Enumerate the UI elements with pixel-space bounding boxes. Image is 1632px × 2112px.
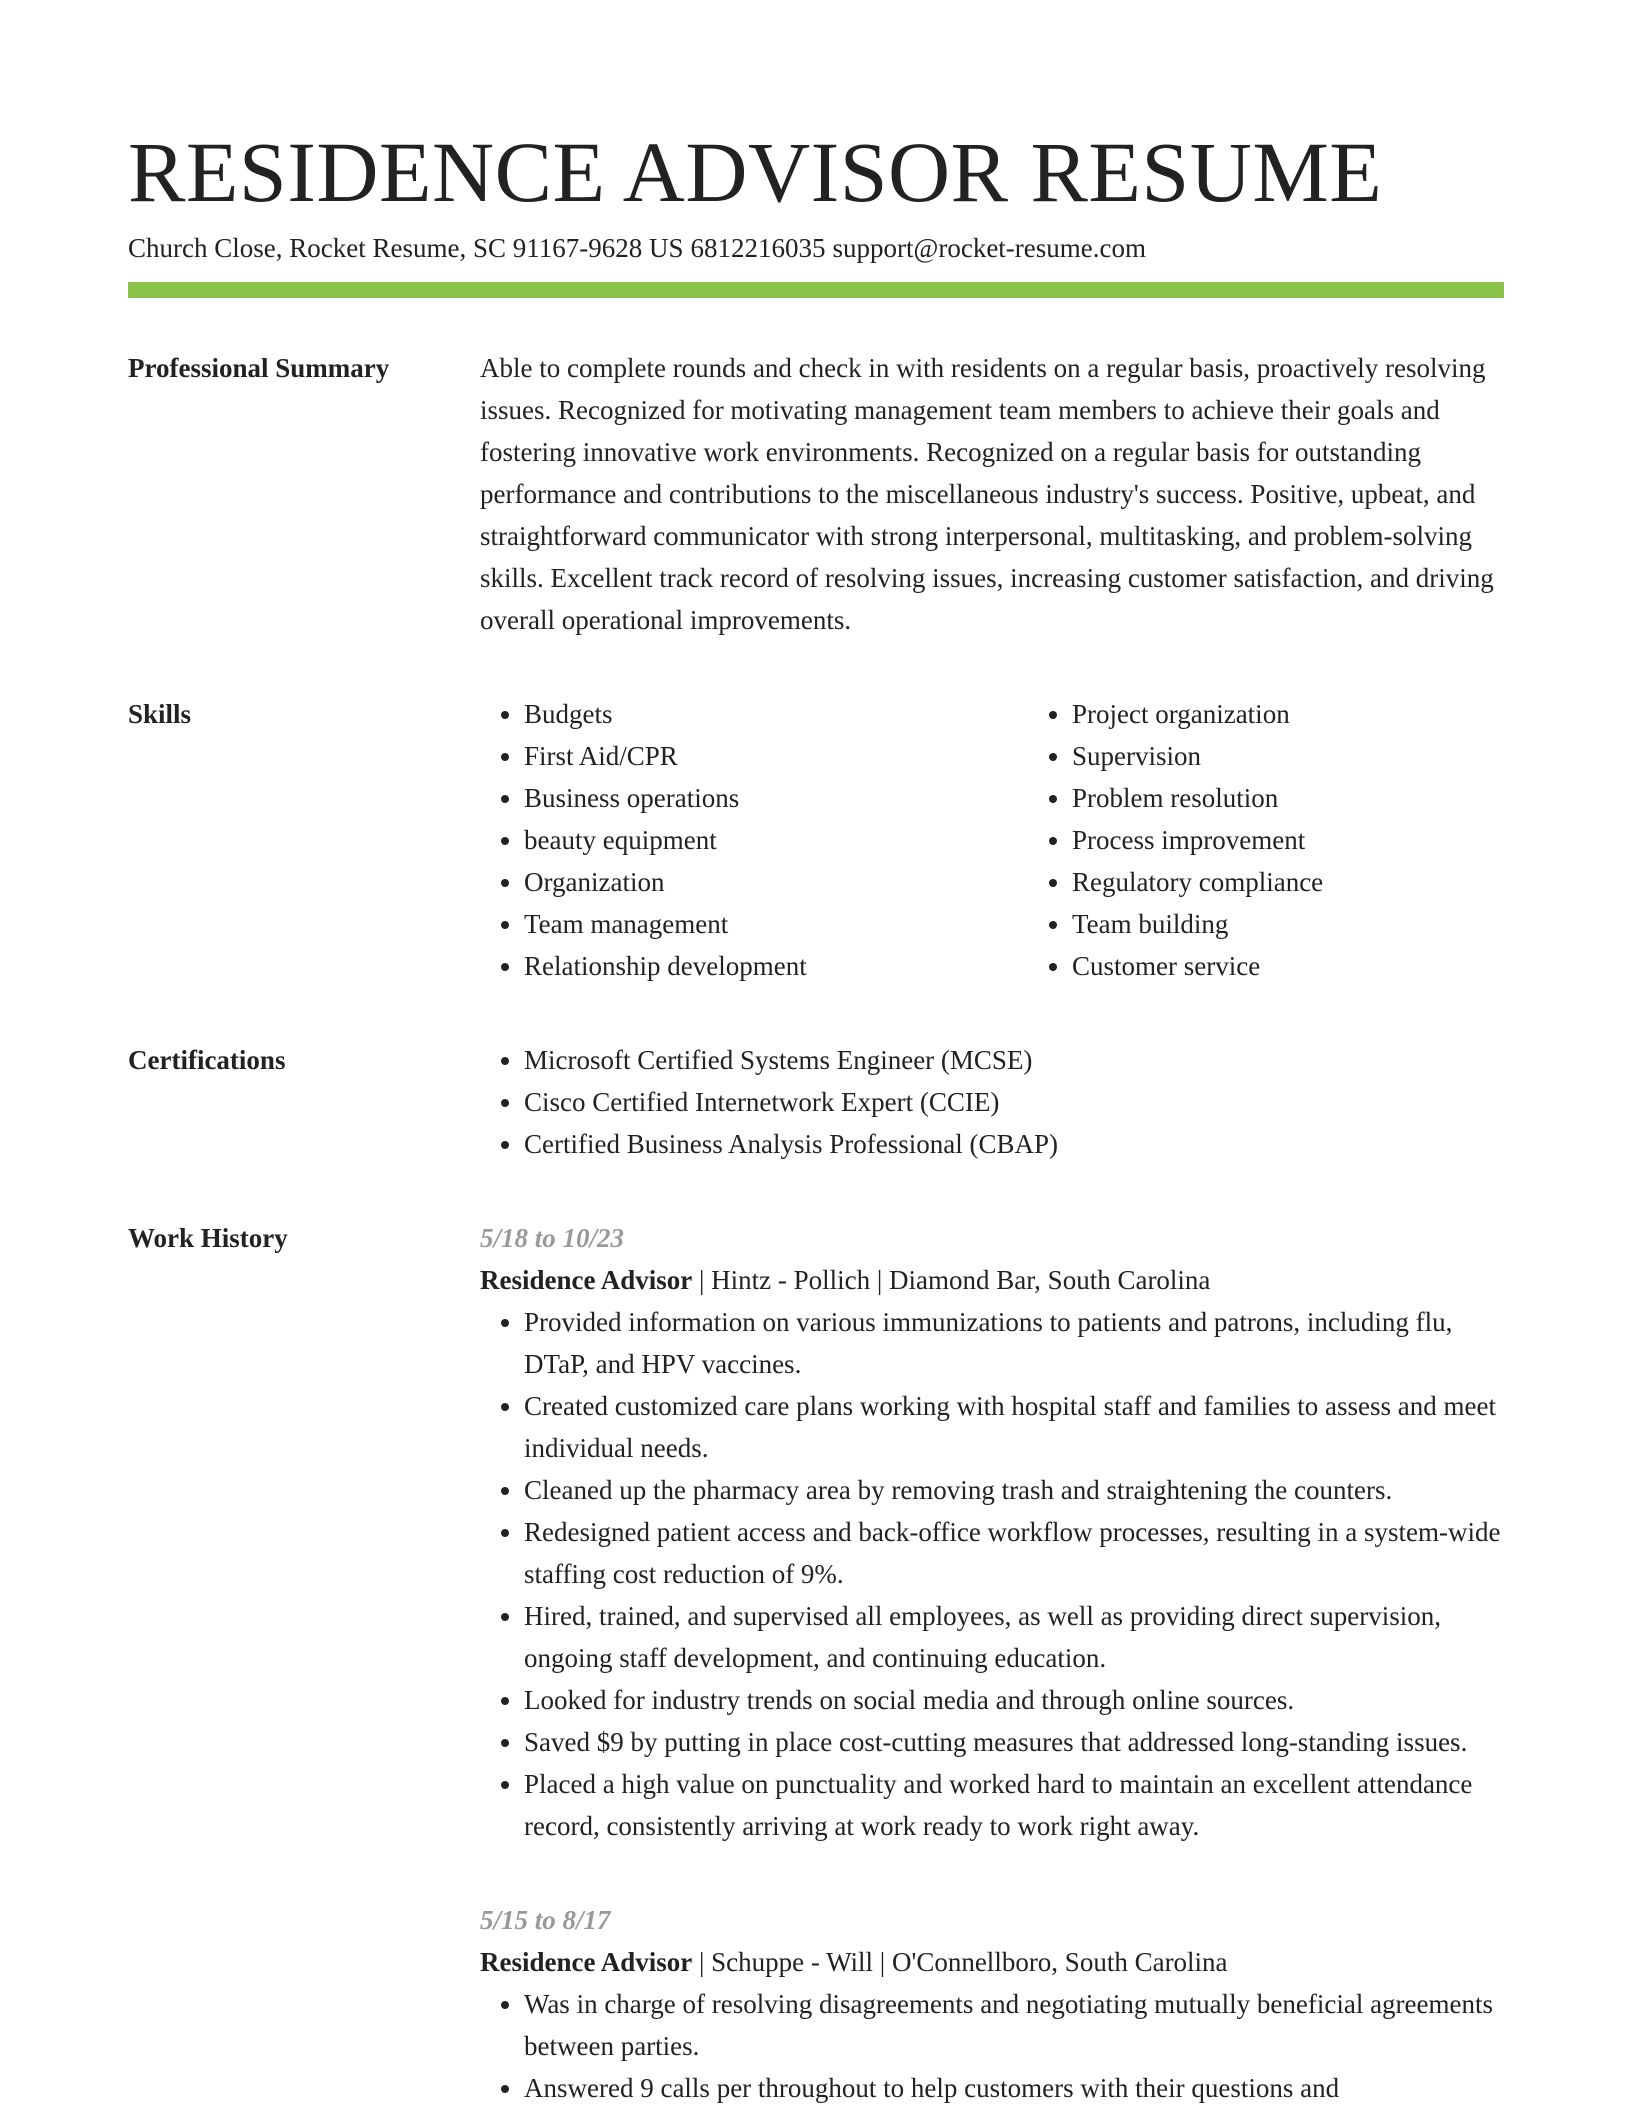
skill-item: • Team management	[524, 903, 1028, 945]
certifications-label: Certifications	[128, 1045, 286, 1075]
job-duties-list	[480, 1983, 1504, 2109]
skill-item: • Regulatory compliance	[1072, 861, 1504, 903]
job-duty: • Provided information on various immunizations to patients and patrons, including flu, DTaP, and HPV vaccines.	[524, 1301, 1504, 1385]
work-history-section	[128, 1217, 1504, 2109]
job-duty: • Looked for industry trends on social media and through online sources.	[524, 1679, 1504, 1721]
job-duties-list	[480, 1301, 1504, 1847]
skill-item: • beauty equipment	[524, 819, 1028, 861]
skills-list-right	[1028, 693, 1504, 987]
job-entry	[480, 1217, 1504, 1847]
certification-item: • Certified Business Analysis Professional (CBAP)	[524, 1123, 1504, 1165]
resume-title: RESIDENCE ADVISOR RESUME	[128, 124, 1383, 220]
skills-label: Skills	[128, 699, 192, 729]
skill-item: • Budgets	[524, 693, 1028, 735]
skill-item: • Problem resolution	[1072, 777, 1504, 819]
certification-item: • Cisco Certified Internetwork Expert (CCIE)	[524, 1081, 1504, 1123]
job-heading	[480, 1259, 1504, 1301]
skill-item: • Team building	[1072, 903, 1504, 945]
job-title: Residence Advisor	[480, 1947, 693, 1977]
contact-email: support@rocket-resume.com	[832, 233, 1147, 263]
skill-item: • Business operations	[524, 777, 1028, 819]
skill-item: • Customer service	[1072, 945, 1504, 987]
contact-line	[128, 230, 1504, 266]
skill-item: • Process improvement	[1072, 819, 1504, 861]
skill-item: • First Aid/CPR	[524, 735, 1028, 777]
certification-item: • Microsoft Certified Systems Engineer (MCSE)	[524, 1039, 1504, 1081]
job-duty: • Redesigned patient access and back-office workflow processes, resulting in a system-wide staffing cost reduction of 9%.	[524, 1511, 1504, 1595]
job-dates: 5/18 to 10/23	[480, 1223, 625, 1253]
job-details: | Schuppe - Will | O'Connellboro, South Carolina	[699, 1947, 1228, 1977]
job-duty: • Hired, trained, and supervised all employees, as well as providing direct supervision, ongoing staff development, and continuing education.	[524, 1595, 1504, 1679]
skills-section	[128, 693, 1504, 987]
summary-text: Able to complete rounds and check in with residents on a regular basis, proactively resolving issues. Recognized for motivating management team members to achieve their goals and fostering innovative work environments. Recognized on a regular basis for outstanding performance and contributions to the miscellaneous industry's success. Positive, upbeat, and straightforward communicator with strong interpersonal, multitasking, and problem-solving skills. Excellent track record of resolving issues, increasing customer satisfaction, and driving overall operational improvements.	[480, 353, 1494, 635]
job-duty: • Cleaned up the pharmacy area by removing trash and straightening the counters.	[524, 1469, 1504, 1511]
job-duty: • Created customized care plans working with hospital staff and families to assess and meet individual needs.	[524, 1385, 1504, 1469]
job-title: Residence Advisor	[480, 1265, 693, 1295]
skills-list-left	[480, 693, 1028, 987]
summary-section	[128, 347, 1504, 641]
job-duty: • Answered 9 calls per throughout to help customers with their questions and	[524, 2067, 1504, 2109]
job-entry	[480, 1899, 1504, 2109]
job-duty: • Was in charge of resolving disagreements and negotiating mutually beneficial agreements between parties.	[524, 1983, 1504, 2067]
resume-page	[128, 122, 1504, 2109]
certifications-section	[128, 1039, 1504, 1165]
job-duty: • Saved $9 by putting in place cost-cutting measures that addressed long-standing issues.	[524, 1721, 1504, 1763]
certifications-list	[480, 1039, 1504, 1165]
summary-label: Professional Summary	[128, 353, 390, 383]
skill-item: • Relationship development	[524, 945, 1028, 987]
job-heading	[480, 1941, 1504, 1983]
skill-item: • Project organization	[1072, 693, 1504, 735]
skill-item: • Organization	[524, 861, 1028, 903]
contact-address: Church Close, Rocket Resume, SC 91167-9628 US	[128, 233, 684, 263]
skill-item: • Supervision	[1072, 735, 1504, 777]
job-dates: 5/15 to 8/17	[480, 1905, 611, 1935]
job-duty: • Placed a high value on punctuality and worked hard to maintain an excellent attendance record, consistently arriving at work ready to work right away.	[524, 1763, 1504, 1847]
job-details: | Hintz - Pollich | Diamond Bar, South Carolina	[699, 1265, 1211, 1295]
contact-phone: 6812216035	[690, 233, 826, 263]
work-history-label: Work History	[128, 1223, 288, 1253]
header-divider	[128, 282, 1504, 298]
